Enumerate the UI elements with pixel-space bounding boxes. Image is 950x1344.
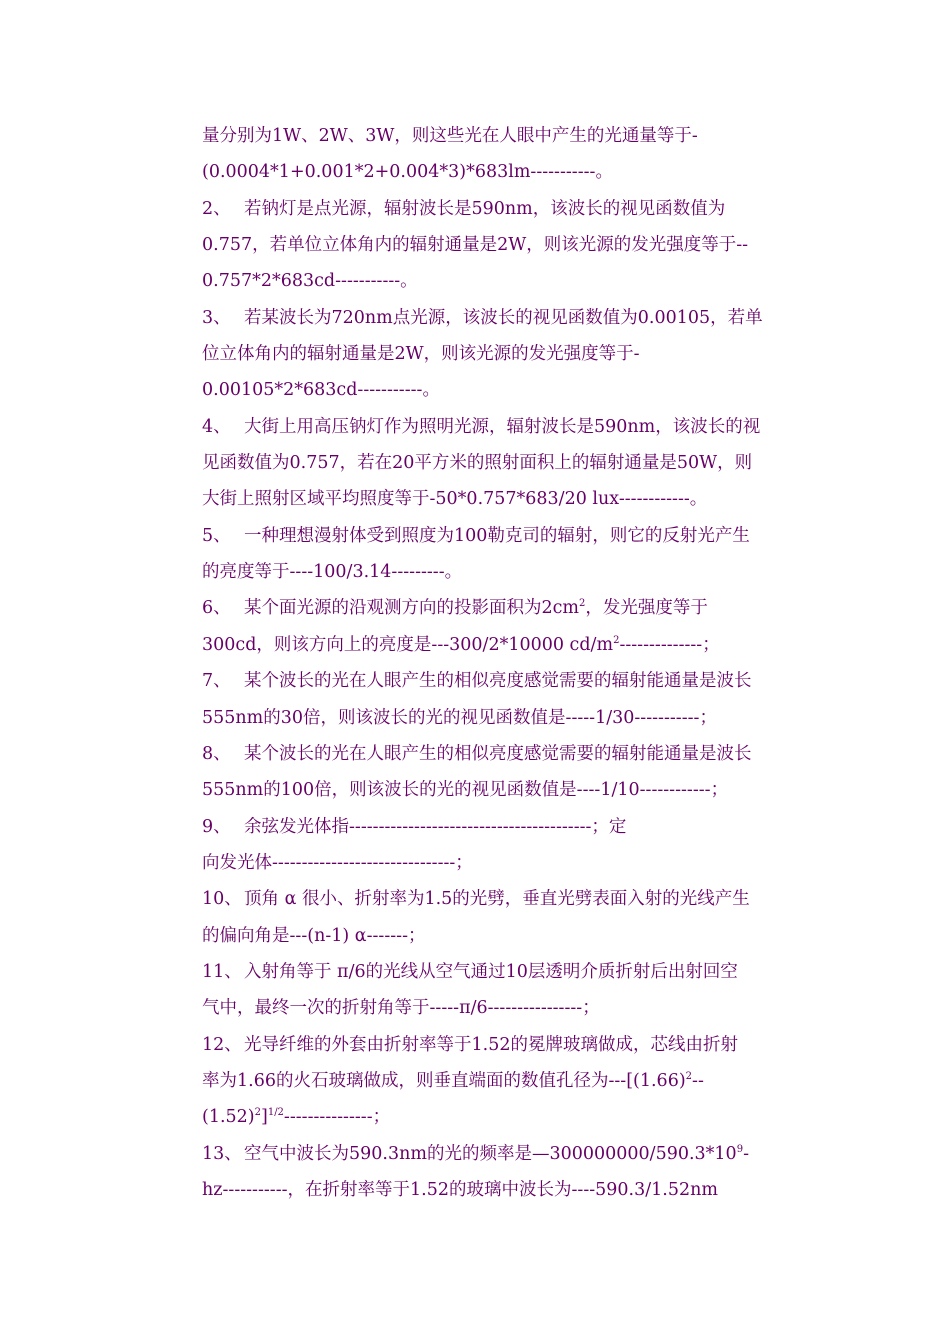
question-11: 11、 入射角等于 π/6的光线从空气通过10层透明介质折射后出射回空 (202, 954, 812, 990)
text-line: 大街上照射区域平均照度等于-50*0.757*683/20 lux------------。 (202, 489, 708, 510)
superscript: 1/2 (267, 1107, 284, 1119)
text-line: 见函数值为0.757，若在20平方米的照射面积上的辐射通量是50W，则 (202, 453, 753, 474)
text-line: $(1.52)^2]^{1/2}---------------$； (202, 1107, 391, 1128)
question-3: 3、 若某波长为720nm点光源，该波长的视见函数值为0.00105，若单 (202, 300, 812, 336)
question-number: 7、 (202, 671, 231, 692)
text-line: 0.757，若单位立体角内的辐射通量是2W，则该光源的发光强度等于-- (202, 235, 749, 256)
question-5: 5、 一种理想漫射体受到照度为100勒克司的辐射，则它的反射光产生 (202, 518, 812, 554)
text-line: 的亮度等于----100/3.14---------。 (202, 562, 463, 583)
superscript: 2 (254, 1107, 261, 1119)
question-number: 10、 (202, 889, 242, 910)
superscript: 2 (579, 598, 586, 610)
text-line: 0.00105*2*683cd-----------。 (202, 380, 440, 401)
question-6: 6、 某个面光源的沿观测方向的投影面积为$2cm^2$，发光强度等于 (202, 590, 812, 626)
text-line: (0.0004*1+0.001*2+0.004*3)*683lm-----------。 (202, 162, 613, 183)
superscript: 2 (613, 634, 620, 646)
document-body (202, 118, 812, 1208)
question-number: 9、 (202, 816, 231, 837)
question-10: 10、 顶角 α 很小、折射率为1.5的光劈，垂直光劈表面入射的光线产生 (202, 881, 812, 917)
question-13: 13、 空气中波长为590.3nm的光的频率是$—300000000/590.3*10^9-$ (202, 1136, 812, 1172)
question-number: 6、 (202, 598, 231, 619)
superscript: 9 (736, 1143, 744, 1155)
question-number: 13、 (202, 1143, 242, 1164)
question-number: 5、 (202, 525, 231, 546)
question-2: 2、 若钠灯是点光源，辐射波长是590nm，该波长的视见函数值为 (202, 191, 812, 227)
question-number: 4、 (202, 416, 231, 437)
text-line: 555nm的100倍，则该波长的光的视见函数值是----1/10------------； (202, 780, 729, 801)
text-line: 率为1.66的火石玻璃做成，则垂直端面的数值孔径为$---[(1.66)^2--$ (202, 1070, 704, 1091)
text-line: 量分别为1W、2W、3W，则这些光在人眼中产生的光通量等于- (202, 126, 698, 146)
text-line: 300cd，则该方向上的亮度是---300/2*10000 $cd/m^2--------------$； (202, 634, 720, 655)
superscript: 2 (685, 1070, 693, 1082)
question-8: 8、 某个波长的光在人眼产生的相似亮度感觉需要的辐射能通量是波长 (202, 736, 812, 772)
text-line: hz-----------，在折射率等于1.52的玻璃中波长为----590.3/1.52nm (202, 1179, 718, 1200)
text-line: 555nm的30倍，则该波长的光的视见函数值是-----1/30-----------； (202, 707, 717, 728)
question-number: 11、 (202, 961, 242, 982)
text-line: 气中，最终一次的折射角等于-----π/6----------------； (202, 998, 600, 1019)
question-9: 9、 余弦发光体指-----------------------------------------；定 (202, 809, 812, 845)
text-line: 0.757*2*683cd-----------。 (202, 271, 418, 292)
question-number: 3、 (202, 307, 231, 328)
question-number: 2、 (202, 198, 231, 219)
question-12: 12、 光导纤维的外套由折射率等于1.52的冕牌玻璃做成，芯线由折射 (202, 1027, 812, 1063)
question-number: 12、 (202, 1034, 242, 1055)
question-number: 8、 (202, 743, 231, 764)
question-4: 4、 大街上用高压钠灯作为照明光源，辐射波长是590nm，该波长的视 (202, 409, 812, 445)
text-line: 向发光体-------------------------------； (202, 852, 473, 873)
question-7: 7、 某个波长的光在人眼产生的相似亮度感觉需要的辐射能通量是波长 (202, 663, 812, 699)
text-line: 位立体角内的辐射通量是2W，则该光源的发光强度等于- (202, 344, 640, 365)
text-line: 的偏向角是---(n-1) α-------； (202, 925, 426, 946)
